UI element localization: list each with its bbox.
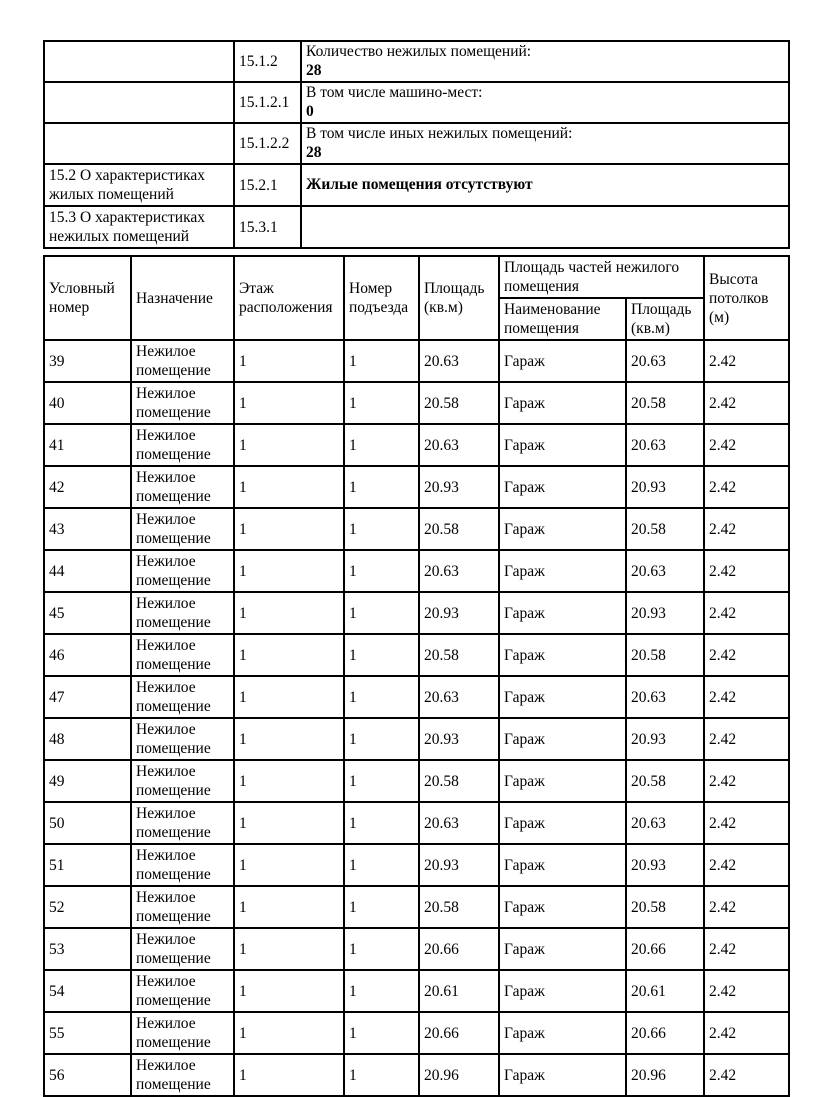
premises-row xyxy=(44,1012,789,1054)
cell-area: 20.58 xyxy=(419,508,499,550)
cell-purpose: Нежилое помещение xyxy=(131,382,234,424)
col-header-purpose: Назначение xyxy=(131,256,234,340)
cell-purpose: Нежилое помещение xyxy=(131,676,234,718)
cell-part-area: 20.96 xyxy=(626,1054,704,1096)
cell-unit-number: 42 xyxy=(44,466,131,508)
cell-part-name: Гараж xyxy=(499,340,626,382)
premises-row xyxy=(44,592,789,634)
cell-area: 20.93 xyxy=(419,844,499,886)
cell-purpose: Нежилое помещение xyxy=(131,508,234,550)
premises-row xyxy=(44,550,789,592)
cell-unit-number: 40 xyxy=(44,382,131,424)
cell-floor: 1 xyxy=(234,802,344,844)
cell-unit-number: 47 xyxy=(44,676,131,718)
cell-part-area: 20.93 xyxy=(626,844,704,886)
field-value: 28 xyxy=(306,144,322,161)
cell-part-name: Гараж xyxy=(499,760,626,802)
item-value-cell xyxy=(301,82,789,123)
cell-part-name: Гараж xyxy=(499,1012,626,1054)
cell-entrance: 1 xyxy=(344,1054,419,1096)
cell-entrance: 1 xyxy=(344,466,419,508)
cell-floor: 1 xyxy=(234,844,344,886)
cell-area: 20.58 xyxy=(419,886,499,928)
item-code: 15.1.2.1 xyxy=(234,82,301,123)
cell-ceiling-height: 2.42 xyxy=(704,760,789,802)
cell-purpose: Нежилое помещение xyxy=(131,718,234,760)
cell-purpose: Нежилое помещение xyxy=(131,466,234,508)
cell-area: 20.58 xyxy=(419,382,499,424)
premises-row xyxy=(44,508,789,550)
cell-purpose: Нежилое помещение xyxy=(131,844,234,886)
cell-ceiling-height: 2.42 xyxy=(704,718,789,760)
cell-part-area: 20.63 xyxy=(626,340,704,382)
col-header-area: Площадь (кв.м) xyxy=(419,256,499,340)
cell-entrance: 1 xyxy=(344,676,419,718)
cell-unit-number: 54 xyxy=(44,970,131,1012)
premises-row xyxy=(44,760,789,802)
cell-part-name: Гараж xyxy=(499,802,626,844)
cell-part-area: 20.58 xyxy=(626,634,704,676)
cell-part-area: 20.93 xyxy=(626,718,704,760)
cell-entrance: 1 xyxy=(344,1012,419,1054)
cell-ceiling-height: 2.42 xyxy=(704,970,789,1012)
item-code: 15.3.1 xyxy=(234,206,301,248)
cell-area: 20.66 xyxy=(419,928,499,970)
cell-floor: 1 xyxy=(234,382,344,424)
section-label xyxy=(44,123,234,164)
cell-floor: 1 xyxy=(234,550,344,592)
premises-row xyxy=(44,802,789,844)
item-code: 15.2.1 xyxy=(234,164,301,206)
cell-part-name: Гараж xyxy=(499,928,626,970)
premises-row xyxy=(44,340,789,382)
info-row-15-1-2 xyxy=(44,41,789,82)
col-header-floor: Этаж расположения xyxy=(234,256,344,340)
section-label xyxy=(44,82,234,123)
cell-entrance: 1 xyxy=(344,970,419,1012)
cell-ceiling-height: 2.42 xyxy=(704,886,789,928)
cell-floor: 1 xyxy=(234,928,344,970)
cell-area: 20.58 xyxy=(419,760,499,802)
premises-row xyxy=(44,424,789,466)
cell-entrance: 1 xyxy=(344,340,419,382)
cell-unit-number: 43 xyxy=(44,508,131,550)
item-value-cell xyxy=(301,41,789,82)
cell-floor: 1 xyxy=(234,508,344,550)
cell-part-name: Гараж xyxy=(499,970,626,1012)
cell-entrance: 1 xyxy=(344,592,419,634)
cell-area: 20.63 xyxy=(419,340,499,382)
cell-part-area: 20.58 xyxy=(626,382,704,424)
col-header-entrance: Номер подъезда xyxy=(344,256,419,340)
info-row-15-2 xyxy=(44,164,789,206)
cell-ceiling-height: 2.42 xyxy=(704,424,789,466)
cell-ceiling-height: 2.42 xyxy=(704,802,789,844)
cell-unit-number: 39 xyxy=(44,340,131,382)
premises-table xyxy=(43,255,790,1097)
cell-part-name: Гараж xyxy=(499,886,626,928)
cell-part-area: 20.58 xyxy=(626,508,704,550)
cell-unit-number: 44 xyxy=(44,550,131,592)
premises-row xyxy=(44,928,789,970)
cell-purpose: Нежилое помещение xyxy=(131,340,234,382)
cell-part-area: 20.61 xyxy=(626,970,704,1012)
cell-entrance: 1 xyxy=(344,928,419,970)
col-header-parts-group: Площадь частей нежилого помещения xyxy=(499,256,704,298)
cell-part-area: 20.58 xyxy=(626,886,704,928)
cell-part-name: Гараж xyxy=(499,550,626,592)
col-header-ceiling-height: Высота потолков (м) xyxy=(704,256,789,340)
cell-entrance: 1 xyxy=(344,718,419,760)
cell-entrance: 1 xyxy=(344,844,419,886)
cell-ceiling-height: 2.42 xyxy=(704,844,789,886)
cell-area: 20.96 xyxy=(419,1054,499,1096)
cell-purpose: Нежилое помещение xyxy=(131,424,234,466)
field-label: В том числе машино-мест: xyxy=(306,84,483,101)
info-table xyxy=(43,40,790,249)
section-label: 15.3 О характеристиках нежилых помещений xyxy=(44,206,234,248)
cell-area: 20.63 xyxy=(419,676,499,718)
col-header-part-name: Наименование помещения xyxy=(499,298,626,340)
premises-row xyxy=(44,844,789,886)
col-header-part-area: Площадь (кв.м) xyxy=(626,298,704,340)
cell-ceiling-height: 2.42 xyxy=(704,340,789,382)
cell-entrance: 1 xyxy=(344,802,419,844)
cell-floor: 1 xyxy=(234,1054,344,1096)
cell-ceiling-height: 2.42 xyxy=(704,592,789,634)
cell-part-area: 20.66 xyxy=(626,1012,704,1054)
field-label: В том числе иных нежилых помещений: xyxy=(306,125,573,142)
cell-ceiling-height: 2.42 xyxy=(704,550,789,592)
cell-purpose: Нежилое помещение xyxy=(131,886,234,928)
cell-purpose: Нежилое помещение xyxy=(131,634,234,676)
cell-part-name: Гараж xyxy=(499,382,626,424)
cell-part-name: Гараж xyxy=(499,634,626,676)
cell-ceiling-height: 2.42 xyxy=(704,1012,789,1054)
cell-area: 20.61 xyxy=(419,970,499,1012)
cell-part-name: Гараж xyxy=(499,1054,626,1096)
cell-area: 20.58 xyxy=(419,634,499,676)
cell-part-area: 20.93 xyxy=(626,592,704,634)
cell-ceiling-height: 2.42 xyxy=(704,928,789,970)
cell-purpose: Нежилое помещение xyxy=(131,550,234,592)
section-label: 15.2 О характеристиках жилых помещений xyxy=(44,164,234,206)
premises-header-row-1 xyxy=(44,256,789,298)
cell-entrance: 1 xyxy=(344,634,419,676)
cell-floor: 1 xyxy=(234,634,344,676)
cell-floor: 1 xyxy=(234,1012,344,1054)
cell-purpose: Нежилое помещение xyxy=(131,1012,234,1054)
cell-part-name: Гараж xyxy=(499,718,626,760)
premises-row xyxy=(44,676,789,718)
cell-unit-number: 56 xyxy=(44,1054,131,1096)
cell-unit-number: 50 xyxy=(44,802,131,844)
cell-floor: 1 xyxy=(234,886,344,928)
cell-unit-number: 55 xyxy=(44,1012,131,1054)
cell-part-name: Гараж xyxy=(499,508,626,550)
item-value-cell xyxy=(301,206,789,248)
cell-purpose: Нежилое помещение xyxy=(131,802,234,844)
cell-part-name: Гараж xyxy=(499,844,626,886)
cell-entrance: 1 xyxy=(344,424,419,466)
cell-area: 20.93 xyxy=(419,718,499,760)
cell-entrance: 1 xyxy=(344,886,419,928)
cell-ceiling-height: 2.42 xyxy=(704,1054,789,1096)
cell-unit-number: 45 xyxy=(44,592,131,634)
cell-floor: 1 xyxy=(234,592,344,634)
info-row-15-3 xyxy=(44,206,789,248)
premises-row xyxy=(44,886,789,928)
cell-part-name: Гараж xyxy=(499,424,626,466)
cell-floor: 1 xyxy=(234,340,344,382)
cell-part-name: Гараж xyxy=(499,466,626,508)
cell-area: 20.63 xyxy=(419,550,499,592)
cell-unit-number: 48 xyxy=(44,718,131,760)
cell-purpose: Нежилое помещение xyxy=(131,1054,234,1096)
field-label: Количество нежилых помещений: xyxy=(306,43,532,60)
cell-purpose: Нежилое помещение xyxy=(131,760,234,802)
cell-area: 20.93 xyxy=(419,592,499,634)
cell-floor: 1 xyxy=(234,760,344,802)
item-code: 15.1.2 xyxy=(234,41,301,82)
cell-entrance: 1 xyxy=(344,760,419,802)
cell-part-area: 20.58 xyxy=(626,760,704,802)
item-code: 15.1.2.2 xyxy=(234,123,301,164)
cell-part-area: 20.63 xyxy=(626,802,704,844)
info-row-15-1-2-1 xyxy=(44,82,789,123)
cell-part-name: Гараж xyxy=(499,592,626,634)
cell-unit-number: 49 xyxy=(44,760,131,802)
cell-ceiling-height: 2.42 xyxy=(704,634,789,676)
cell-floor: 1 xyxy=(234,718,344,760)
cell-floor: 1 xyxy=(234,970,344,1012)
cell-unit-number: 51 xyxy=(44,844,131,886)
cell-unit-number: 52 xyxy=(44,886,131,928)
premises-row xyxy=(44,1054,789,1096)
cell-area: 20.93 xyxy=(419,466,499,508)
field-value-bold: Жилые помещения отсутствуют xyxy=(306,176,533,193)
section-label xyxy=(44,41,234,82)
info-row-15-1-2-2 xyxy=(44,123,789,164)
field-value: 0 xyxy=(306,103,314,120)
cell-floor: 1 xyxy=(234,466,344,508)
cell-ceiling-height: 2.42 xyxy=(704,676,789,718)
cell-purpose: Нежилое помещение xyxy=(131,592,234,634)
premises-row xyxy=(44,466,789,508)
cell-entrance: 1 xyxy=(344,382,419,424)
cell-part-name: Гараж xyxy=(499,676,626,718)
cell-part-area: 20.66 xyxy=(626,928,704,970)
cell-ceiling-height: 2.42 xyxy=(704,382,789,424)
cell-floor: 1 xyxy=(234,676,344,718)
item-value-cell xyxy=(301,164,789,206)
cell-purpose: Нежилое помещение xyxy=(131,928,234,970)
field-value: 28 xyxy=(306,62,322,79)
cell-part-area: 20.63 xyxy=(626,424,704,466)
cell-entrance: 1 xyxy=(344,508,419,550)
cell-ceiling-height: 2.42 xyxy=(704,508,789,550)
col-header-unit-number: Условный номер xyxy=(44,256,131,340)
cell-unit-number: 53 xyxy=(44,928,131,970)
cell-purpose: Нежилое помещение xyxy=(131,970,234,1012)
cell-part-area: 20.63 xyxy=(626,550,704,592)
premises-row xyxy=(44,634,789,676)
cell-ceiling-height: 2.42 xyxy=(704,466,789,508)
cell-floor: 1 xyxy=(234,424,344,466)
cell-unit-number: 41 xyxy=(44,424,131,466)
cell-area: 20.66 xyxy=(419,1012,499,1054)
premises-row xyxy=(44,970,789,1012)
cell-part-area: 20.63 xyxy=(626,676,704,718)
cell-part-area: 20.93 xyxy=(626,466,704,508)
cell-area: 20.63 xyxy=(419,424,499,466)
item-value-cell xyxy=(301,123,789,164)
cell-unit-number: 46 xyxy=(44,634,131,676)
premises-row xyxy=(44,718,789,760)
premises-row xyxy=(44,382,789,424)
cell-area: 20.63 xyxy=(419,802,499,844)
cell-entrance: 1 xyxy=(344,550,419,592)
